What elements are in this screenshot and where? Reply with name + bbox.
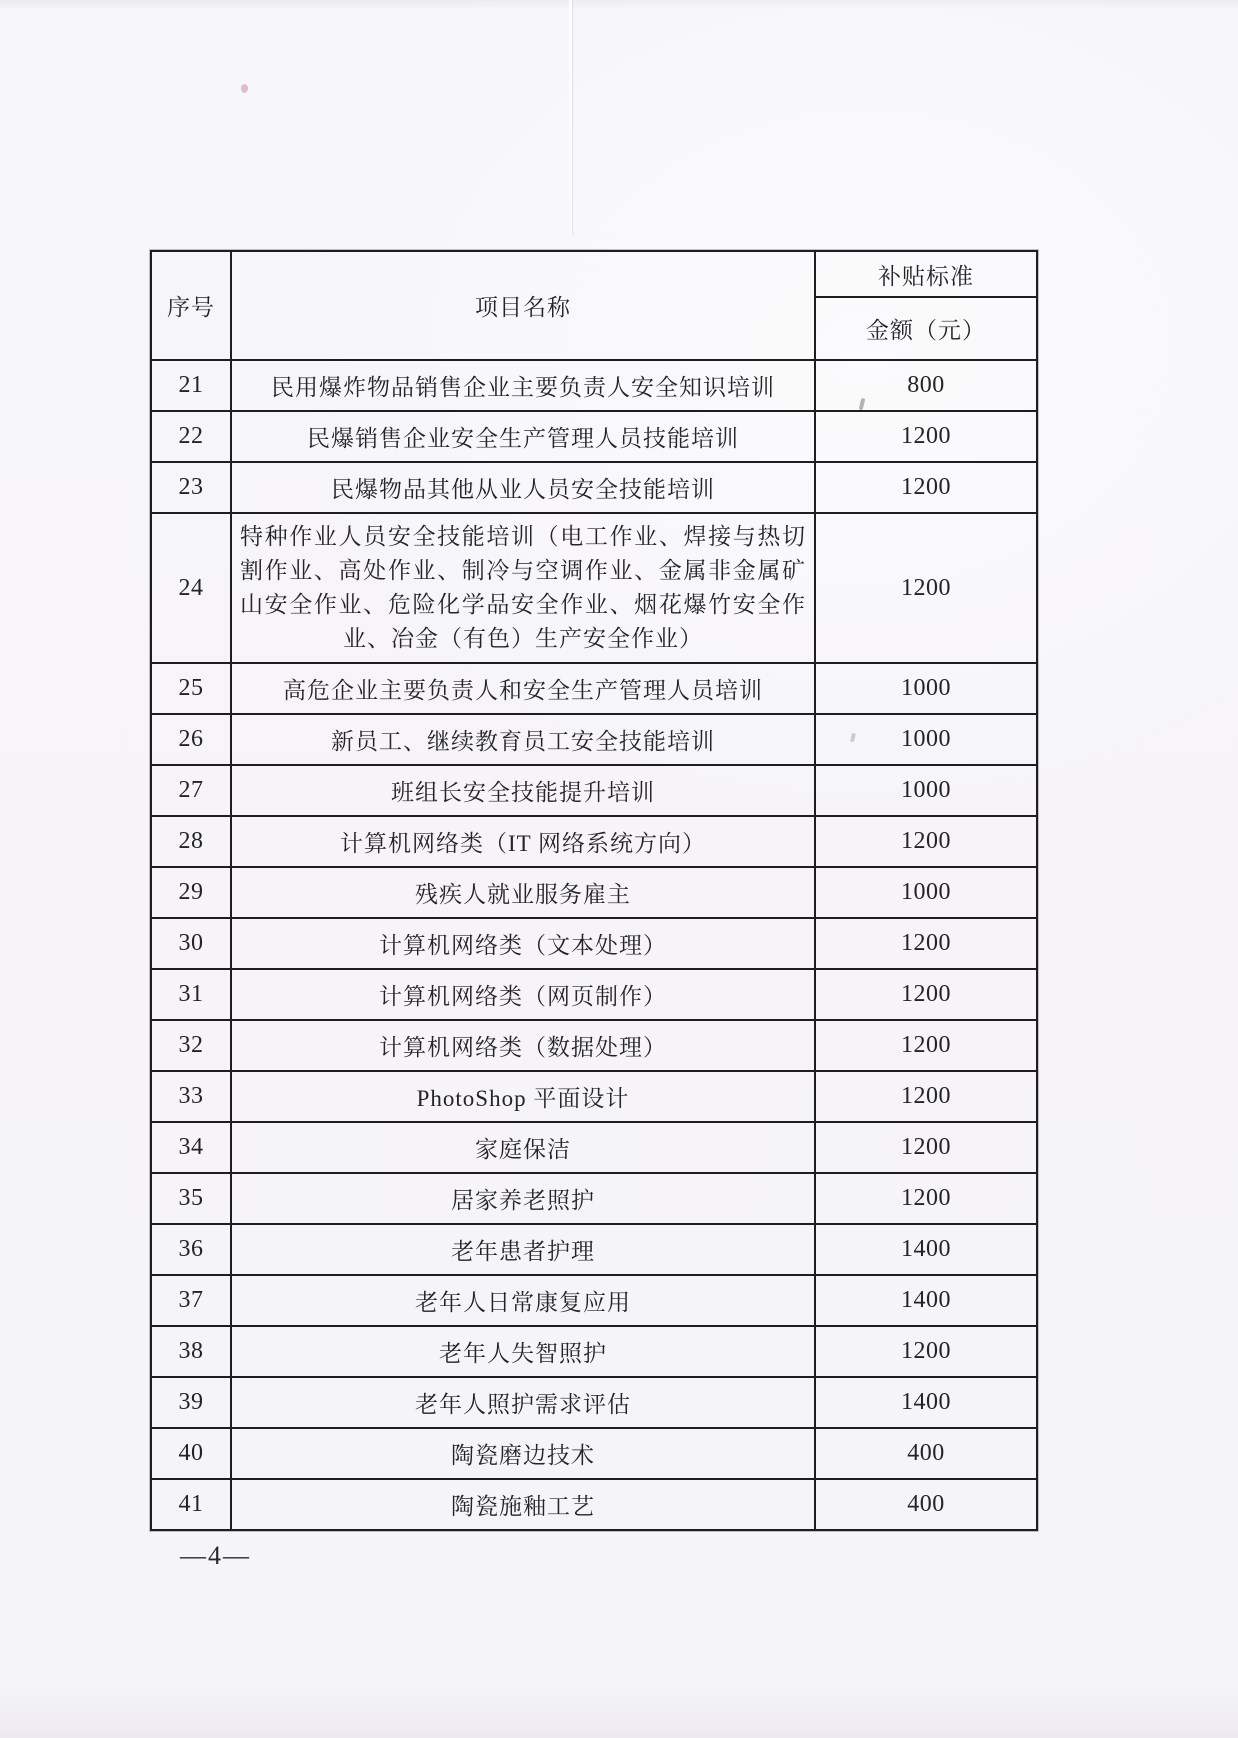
table-row (151, 1275, 1037, 1326)
table-row (151, 663, 1037, 714)
project-name: 居家养老照护 (231, 1173, 815, 1224)
table-row (151, 918, 1037, 969)
table-row (151, 462, 1037, 513)
subsidy-amount: 1000 (815, 867, 1037, 918)
project-name: 计算机网络类（数据处理） (231, 1020, 815, 1071)
row-number: 39 (151, 1377, 231, 1428)
row-number: 23 (151, 462, 231, 513)
table-row (151, 1173, 1037, 1224)
subsidy-amount: 400 (815, 1428, 1037, 1479)
subsidy-amount: 1200 (815, 918, 1037, 969)
row-number: 34 (151, 1122, 231, 1173)
project-name: PhotoShop 平面设计 (231, 1071, 815, 1122)
subsidy-amount: 1000 (815, 765, 1037, 816)
row-number: 32 (151, 1020, 231, 1071)
row-number: 36 (151, 1224, 231, 1275)
table-row (151, 714, 1037, 765)
table-row (151, 816, 1037, 867)
project-name: 民爆物品其他从业人员安全技能培训 (231, 462, 815, 513)
project-name: 班组长安全技能提升培训 (231, 765, 815, 816)
subsidy-amount: 400 (815, 1479, 1037, 1530)
subsidy-amount: 1200 (815, 816, 1037, 867)
table-row (151, 867, 1037, 918)
header-project-name: 项目名称 (231, 251, 815, 360)
table-row (151, 513, 1037, 663)
subsidy-amount: 1000 (815, 663, 1037, 714)
table-row (151, 1428, 1037, 1479)
row-number: 27 (151, 765, 231, 816)
row-number: 38 (151, 1326, 231, 1377)
table-row (151, 1071, 1037, 1122)
header-subsidy-standard: 补贴标准 (815, 251, 1037, 297)
subsidy-amount: 1400 (815, 1275, 1037, 1326)
table-row (151, 1479, 1037, 1530)
project-name: 残疾人就业服务雇主 (231, 867, 815, 918)
project-name: 民爆销售企业安全生产管理人员技能培训 (231, 411, 815, 462)
row-number: 31 (151, 969, 231, 1020)
row-number: 35 (151, 1173, 231, 1224)
subsidy-amount: 1400 (815, 1224, 1037, 1275)
project-name: 家庭保洁 (231, 1122, 815, 1173)
header-index: 序号 (151, 251, 231, 360)
row-number: 40 (151, 1428, 231, 1479)
subsidy-amount: 1200 (815, 513, 1037, 663)
project-name: 陶瓷磨边技术 (231, 1428, 815, 1479)
subsidy-amount: 1200 (815, 1020, 1037, 1071)
table-row (151, 765, 1037, 816)
row-number: 25 (151, 663, 231, 714)
table-row (151, 1377, 1037, 1428)
project-name: 新员工、继续教育员工安全技能培训 (231, 714, 815, 765)
subsidy-amount: 1200 (815, 969, 1037, 1020)
project-name: 计算机网络类（IT 网络系统方向） (231, 816, 815, 867)
project-name: 老年患者护理 (231, 1224, 815, 1275)
subsidy-amount: 1200 (815, 1173, 1037, 1224)
subsidy-amount: 1200 (815, 411, 1037, 462)
row-number: 22 (151, 411, 231, 462)
table-row (151, 1326, 1037, 1377)
subsidy-amount: 1400 (815, 1377, 1037, 1428)
page-number: —4— (180, 1541, 251, 1570)
project-name: 计算机网络类（网页制作） (231, 969, 815, 1020)
project-name: 老年人照护需求评估 (231, 1377, 815, 1428)
table-row (151, 1020, 1037, 1071)
row-number: 28 (151, 816, 231, 867)
row-number: 41 (151, 1479, 231, 1530)
table-header (151, 251, 1037, 360)
subsidy-amount: 1200 (815, 1326, 1037, 1377)
project-name: 特种作业人员安全技能培训（电工作业、焊接与热切割作业、高处作业、制冷与空调作业、金属非金属矿山安全作业、危险化学品安全作业、烟花爆竹安全作业、冶金（有色）生产安全作业） (231, 513, 815, 663)
subsidy-amount: 1200 (815, 1122, 1037, 1173)
table-row (151, 969, 1037, 1020)
row-number: 26 (151, 714, 231, 765)
row-number: 21 (151, 360, 231, 411)
row-number: 24 (151, 513, 231, 663)
subsidy-amount: 1200 (815, 462, 1037, 513)
project-name: 老年人日常康复应用 (231, 1275, 815, 1326)
scan-pink-speck (241, 84, 248, 93)
table-body (151, 360, 1037, 1530)
row-number: 29 (151, 867, 231, 918)
project-name: 计算机网络类（文本处理） (231, 918, 815, 969)
table-row (151, 360, 1037, 411)
header-amount-yuan: 金额（元） (815, 297, 1037, 360)
project-name: 老年人失智照护 (231, 1326, 815, 1377)
table-row (151, 1224, 1037, 1275)
row-number: 33 (151, 1071, 231, 1122)
subsidy-amount: 1200 (815, 1071, 1037, 1122)
table-row (151, 1122, 1037, 1173)
scan-fold-line (569, 0, 572, 235)
subsidy-amount: 800 (815, 360, 1037, 411)
subsidy-standards-table (150, 250, 1038, 1531)
project-name: 陶瓷施釉工艺 (231, 1479, 815, 1530)
subsidy-amount: 1000 (815, 714, 1037, 765)
row-number: 37 (151, 1275, 231, 1326)
project-name: 民用爆炸物品销售企业主要负责人安全知识培训 (231, 360, 815, 411)
row-number: 30 (151, 918, 231, 969)
table-row (151, 411, 1037, 462)
project-name: 高危企业主要负责人和安全生产管理人员培训 (231, 663, 815, 714)
